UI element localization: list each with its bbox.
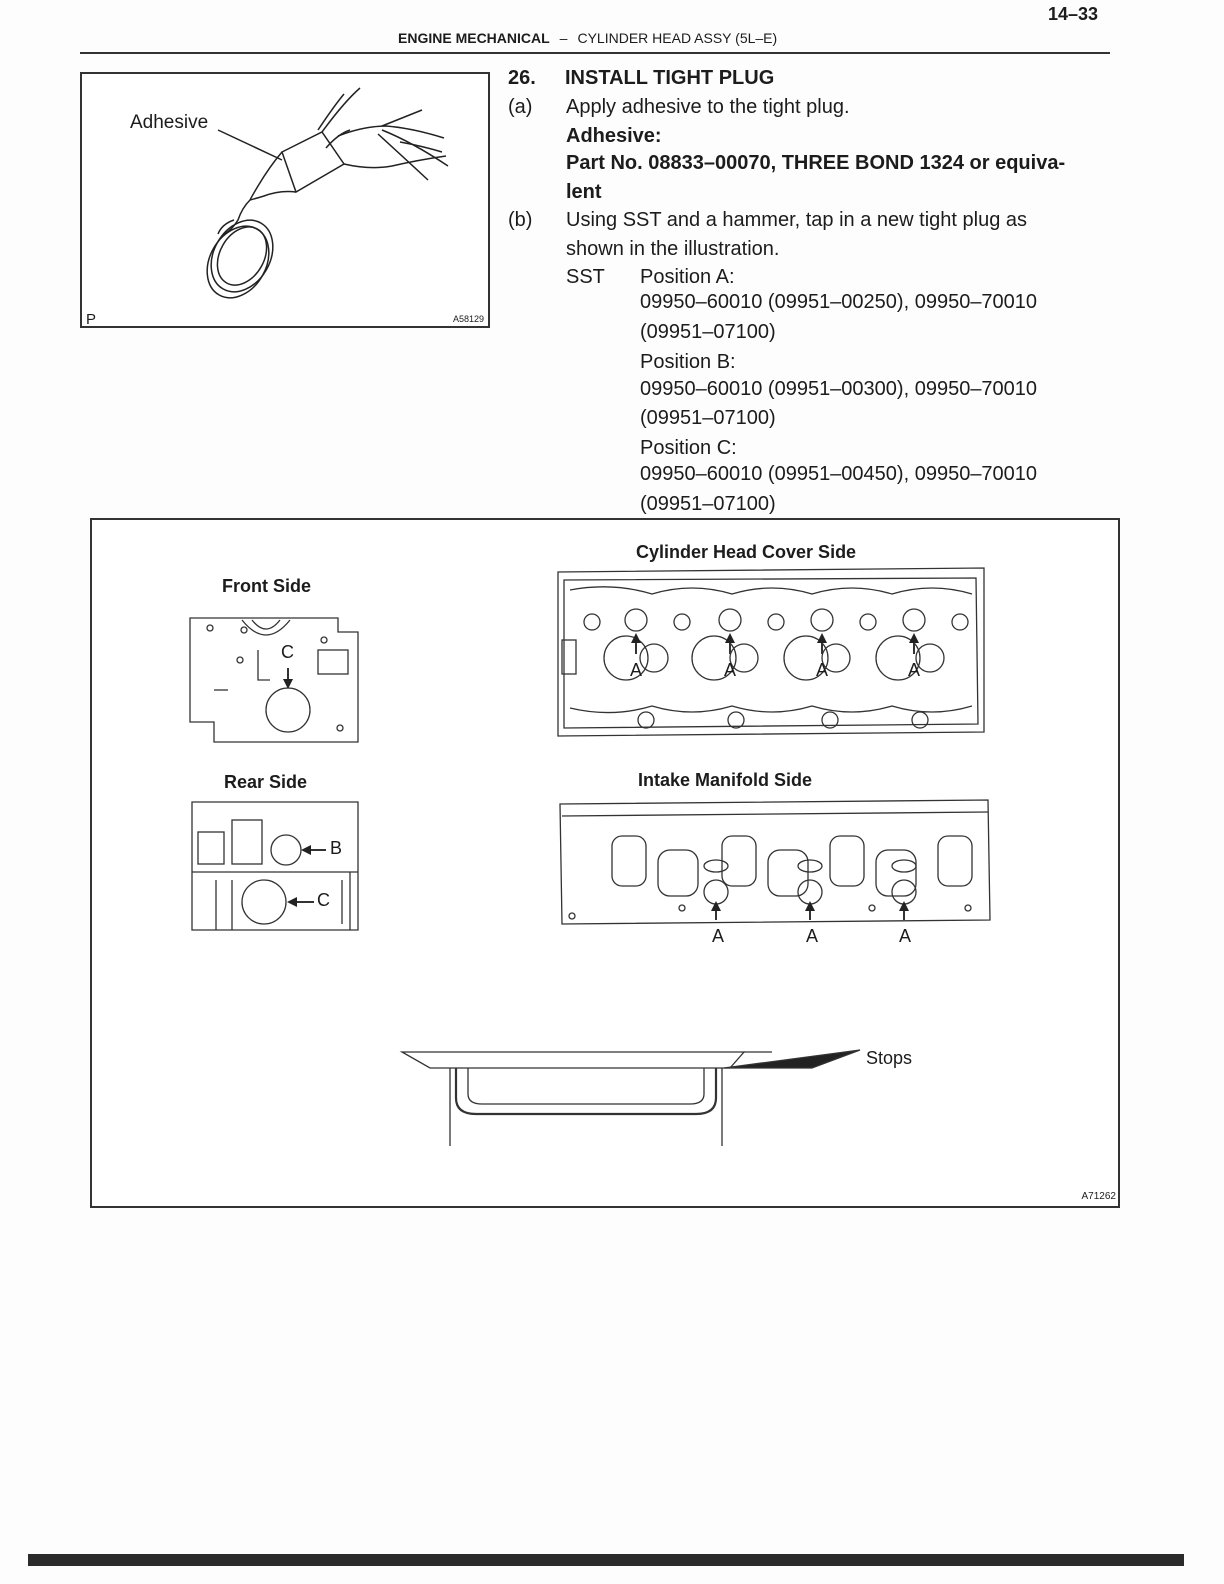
cover-position-a-2: A <box>724 660 737 680</box>
substep-a-text: Apply adhesive to the tight plug. <box>566 96 850 118</box>
plug-positions-drawing <box>92 520 1118 1206</box>
front-position-c-label: C <box>281 642 294 662</box>
figure-code: A58129 <box>452 314 484 324</box>
rear-position-b-label: B <box>330 838 343 858</box>
front-side-caption: Front Side <box>222 576 311 596</box>
intake-side-caption: Intake Manifold Side <box>638 770 813 790</box>
substep-b-label: (b) <box>508 209 533 231</box>
position-b-line-1: 09950–60010 (09951–00300), 09950–70010 <box>640 378 1038 400</box>
position-c-heading: Position C: <box>640 437 737 459</box>
position-c-line-1: 09950–60010 (09951–00450), 09950–70010 <box>640 463 1038 485</box>
cover-position-a-1: A <box>630 660 643 680</box>
figure-letter: P <box>86 311 97 328</box>
intake-side-drawing <box>560 800 990 924</box>
part-number-line-1: Part No. 08833–00070, THREE BOND 1324 or equiva- <box>566 152 1066 174</box>
substep-b-line-2: shown in the illustration. <box>566 238 780 260</box>
header-rule <box>80 52 1110 54</box>
plug-positions-illustration <box>90 518 1120 1208</box>
intake-position-a-1: A <box>712 926 725 946</box>
header-separator: – <box>559 30 568 46</box>
page-edge-shadow <box>28 1554 1184 1566</box>
cover-position-a-4: A <box>908 660 921 680</box>
rear-side-drawing <box>192 802 358 930</box>
running-header <box>398 30 777 46</box>
substep-b-line-1: Using SST and a hammer, tap in a new tight plug as <box>566 209 1028 231</box>
front-side-drawing <box>190 618 358 742</box>
intake-position-a-2: A <box>806 926 819 946</box>
position-a-line-1: 09950–60010 (09951–00250), 09950–70010 <box>640 291 1038 313</box>
sst-label: SST <box>566 266 605 288</box>
adhesive-illustration <box>80 72 490 328</box>
position-a-line-2: (09951–07100) <box>640 321 776 343</box>
cover-side-drawing <box>558 568 984 736</box>
position-a-heading: Position A: <box>640 266 735 288</box>
cover-position-a-3: A <box>816 660 829 680</box>
sst-section-drawing <box>402 1050 860 1146</box>
page-number: 14–33 <box>1048 4 1099 24</box>
position-b-heading: Position B: <box>640 351 736 373</box>
cover-side-caption: Cylinder Head Cover Side <box>636 542 857 562</box>
stops-label: Stops <box>866 1048 913 1068</box>
rear-side-caption: Rear Side <box>224 772 308 792</box>
header-section: ENGINE MECHANICAL <box>398 30 550 46</box>
position-c-line-2: (09951–07100) <box>640 493 776 515</box>
step-title: INSTALL TIGHT PLUG <box>565 67 775 89</box>
step-number: 26. <box>508 67 536 89</box>
position-b-line-2: (09951–07100) <box>640 407 776 429</box>
header-topic: CYLINDER HEAD ASSY (5L–E) <box>577 30 778 46</box>
intake-position-a-3: A <box>899 926 912 946</box>
substep-a-label: (a) <box>508 96 533 118</box>
part-number-line-2: lent <box>566 181 602 203</box>
rear-position-c-label: C <box>317 890 330 910</box>
figure2-code: A71262 <box>1081 1191 1116 1202</box>
adhesive-heading: Adhesive: <box>566 125 662 147</box>
adhesive-label: Adhesive <box>130 112 209 133</box>
